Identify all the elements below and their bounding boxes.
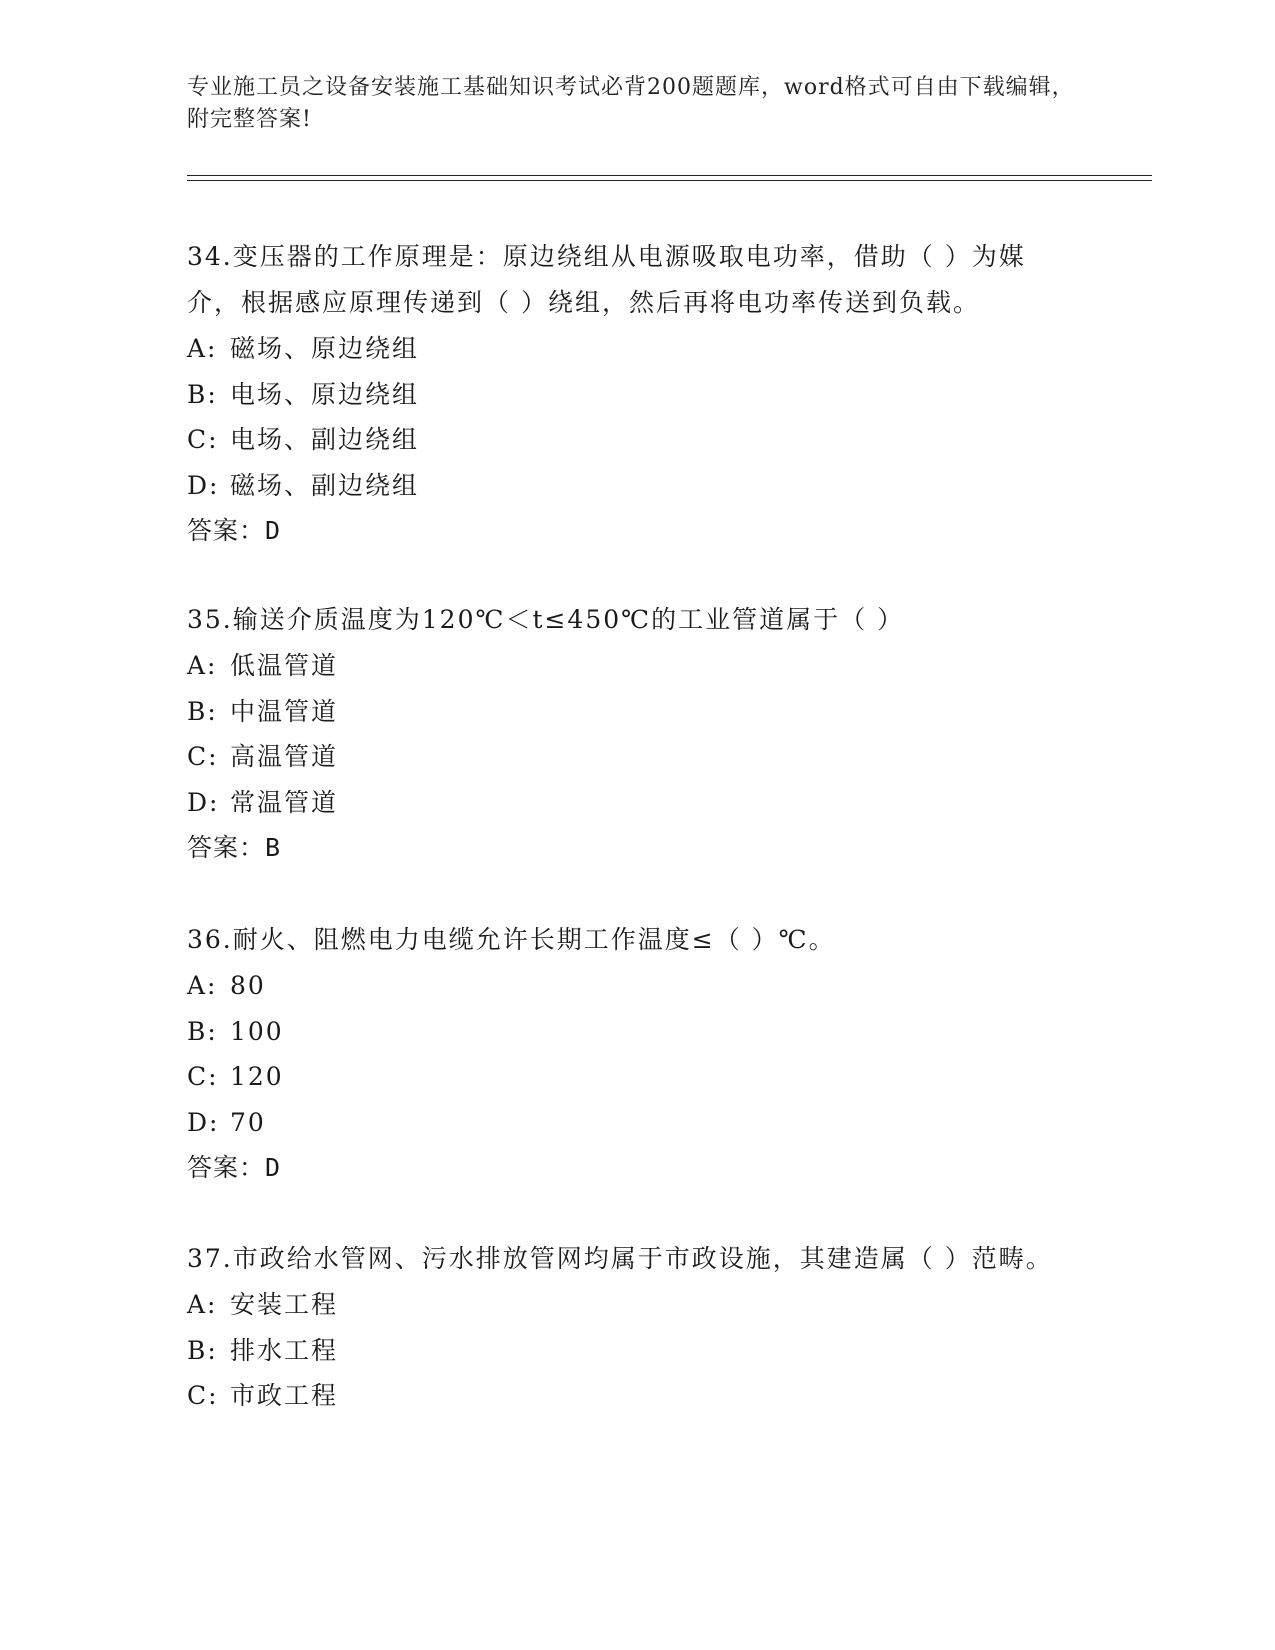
option-a bbox=[187, 963, 1067, 1009]
option-text: 高温管道 bbox=[230, 742, 339, 771]
option-a bbox=[187, 1282, 1067, 1328]
option-label: D: bbox=[187, 1107, 220, 1137]
question-34 bbox=[187, 234, 1067, 554]
option-label: C: bbox=[187, 1381, 219, 1410]
option-label: C: bbox=[187, 425, 219, 454]
option-text: 安装工程 bbox=[230, 1290, 339, 1319]
option-b bbox=[187, 372, 1067, 418]
option-c bbox=[187, 1373, 1067, 1419]
option-label: B: bbox=[187, 379, 218, 409]
option-b bbox=[187, 1328, 1067, 1374]
option-label: C: bbox=[187, 742, 219, 771]
answer-line: 答案：D bbox=[187, 1153, 282, 1182]
option-label: A: bbox=[187, 334, 218, 363]
question-text: 34.变压器的工作原理是：原边绕组从电源吸取电功率，借助（ ）为媒介，根据感应原理传递到（ ）绕组，然后再将电功率传送到负载。 bbox=[187, 242, 1026, 317]
option-text: 磁场、副边绕组 bbox=[230, 470, 420, 500]
option-label: B: bbox=[187, 1335, 218, 1365]
option-label: B: bbox=[187, 696, 218, 726]
option-text: 80 bbox=[230, 971, 266, 1000]
option-c bbox=[187, 417, 1067, 463]
option-d bbox=[187, 1100, 1067, 1146]
option-a bbox=[187, 643, 1067, 689]
question-36 bbox=[187, 917, 1067, 1191]
option-text: 磁场、原边绕组 bbox=[230, 334, 420, 363]
option-text: 电场、原边绕组 bbox=[230, 379, 420, 409]
option-b bbox=[187, 1009, 1067, 1055]
option-label: A: bbox=[187, 1290, 218, 1319]
option-d bbox=[187, 780, 1067, 826]
option-c bbox=[187, 734, 1067, 780]
header-rule-bottom bbox=[187, 180, 1152, 181]
option-label: A: bbox=[187, 971, 218, 1000]
option-d bbox=[187, 463, 1067, 509]
question-text: 36.耐火、阻燃电力电缆允许长期工作温度≤（ ）℃。 bbox=[187, 925, 836, 954]
option-label: B: bbox=[187, 1016, 218, 1046]
option-text: 电场、副边绕组 bbox=[230, 425, 420, 454]
question-text: 37.市政给水管网、污水排放管网均属于市政设施，其建造属（ ）范畴。 bbox=[187, 1244, 1053, 1273]
option-label: D: bbox=[187, 787, 220, 817]
option-text: 排水工程 bbox=[230, 1335, 339, 1365]
option-label: A: bbox=[187, 651, 218, 680]
option-text: 市政工程 bbox=[230, 1381, 339, 1410]
question-35 bbox=[187, 597, 1067, 871]
option-text: 中温管道 bbox=[230, 696, 339, 726]
document-header: 专业施工员之设备安装施工基础知识考试必背200题题库，word格式可自由下载编辑，附完整答案! bbox=[187, 75, 1075, 132]
question-text: 35.输送介质温度为120℃＜t≤450℃的工业管道属于（ ） bbox=[187, 605, 905, 634]
option-label: D: bbox=[187, 470, 220, 500]
answer-line: 答案：D bbox=[187, 516, 282, 545]
option-text: 120 bbox=[230, 1062, 284, 1091]
option-text: 100 bbox=[230, 1016, 284, 1046]
option-b bbox=[187, 689, 1067, 735]
answer-line: 答案：B bbox=[187, 833, 282, 862]
header-rule-top bbox=[187, 175, 1152, 176]
option-text: 70 bbox=[230, 1107, 266, 1137]
option-c bbox=[187, 1054, 1067, 1100]
option-a bbox=[187, 326, 1067, 372]
option-text: 常温管道 bbox=[230, 787, 339, 817]
question-37 bbox=[187, 1236, 1067, 1419]
option-text: 低温管道 bbox=[230, 651, 339, 680]
option-label: C: bbox=[187, 1062, 219, 1091]
